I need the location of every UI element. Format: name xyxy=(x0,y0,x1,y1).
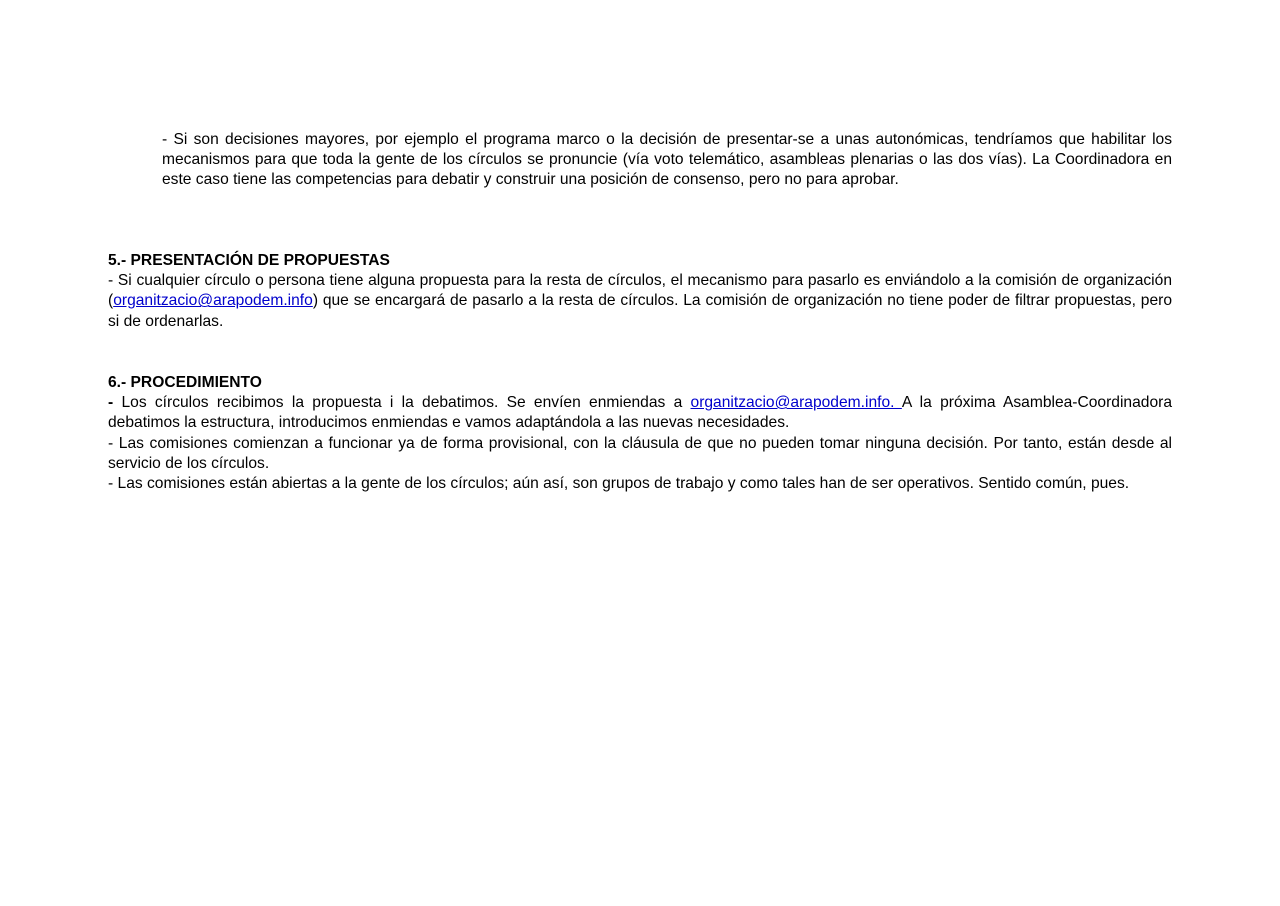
section-6-item-3: - Las comisiones están abiertas a la gente de los círculos; aún así, son grupos de trabajo y como tales han de ser operativos. Sentido común, pues. xyxy=(108,475,1130,493)
section-6-item-2: - Las comisiones comienzan a funcionar ya de forma provisional, con la cláusula de que no pueden tomar ninguna decisión. Por tanto, están desde al servicio de los círculos. xyxy=(108,434,1172,472)
intro-text: - Si son decisiones mayores, por ejemplo el programa marco o la decisión de presentar-se a unas autonómicas, tendríamos que habilitar los mecanismos para que toda la gente de los círculos se pronuncie (vía voto telemático, asambleas plenarias o las dos vías). La Coordinadora en este caso tiene las competencias para debatir y construir una posición de consenso, pero no para aprobar. xyxy=(162,131,1172,189)
section-5-paragraph xyxy=(108,271,1172,332)
section-6-item-1 xyxy=(108,393,1172,433)
intro-paragraph xyxy=(162,130,1172,191)
section-5-text-before: - Si cualquier círculo o persona tiene alguna propuesta para la resta de círculos, el mecanismo para pasarlo es enviándolo a la comisión de organización ( xyxy=(108,272,1172,310)
section-5 xyxy=(108,251,1172,332)
section-5-text-after: ) que se encargará de pasarlo a la resta de círculos. La comisión de organización no tiene poder de filtrar propuestas, pero si de ordenarlas. xyxy=(108,292,1172,330)
section-6 xyxy=(108,373,1172,494)
section-6-item-1-after: A la próxima Asamblea-Coordinadora debatimos la estructura, introducimos enmiendas e vamos adaptándola a las nuevas necesidades. xyxy=(108,394,1172,432)
section-6-email-link[interactable]: organitzacio@arapodem.info. xyxy=(690,394,902,412)
section-6-item-1-dash: - xyxy=(108,394,114,412)
section-6-heading: 6.- PROCEDIMIENTO xyxy=(108,374,262,391)
section-6-item-1-before: Los círculos recibimos la propuesta i la debatimos. Se envíen enmiendas a xyxy=(113,394,691,412)
section-5-heading: 5.- PRESENTACIÓN DE PROPUESTAS xyxy=(108,252,390,269)
section-5-email-link[interactable]: organitzacio@arapodem.info xyxy=(113,292,313,310)
